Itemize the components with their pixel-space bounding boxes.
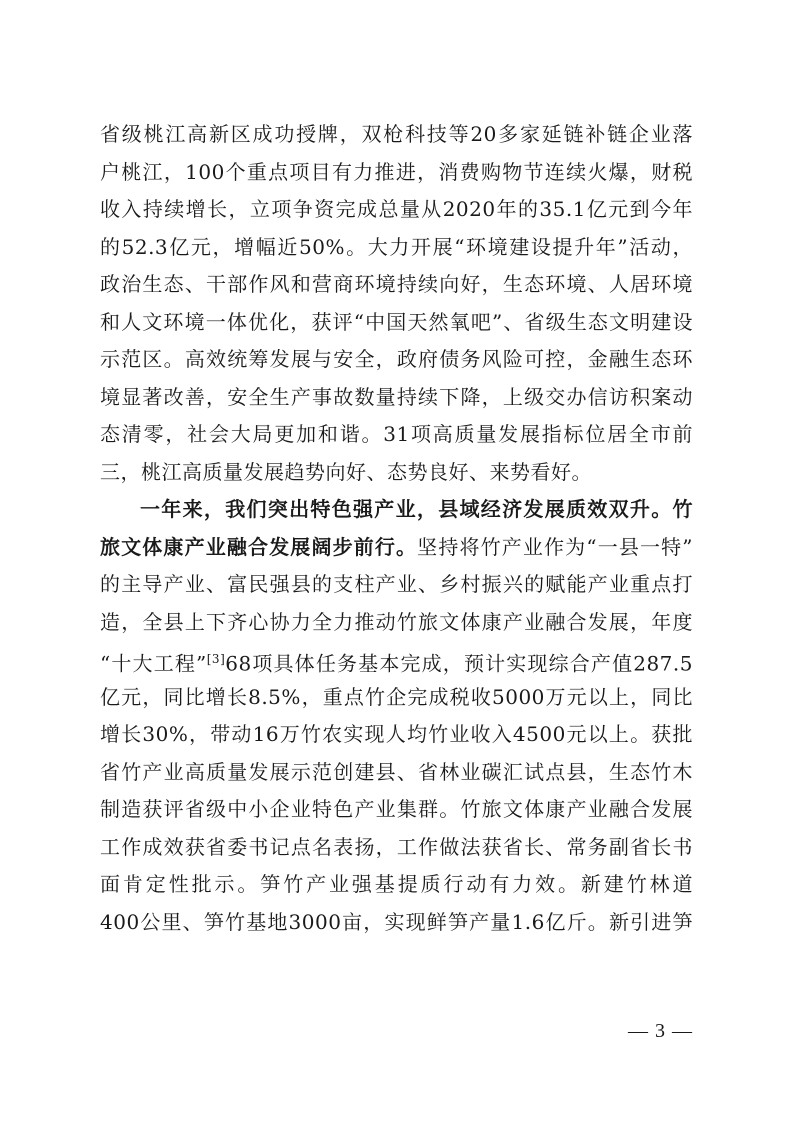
ten-projects-text: “十大工程” [100, 651, 207, 676]
text-line-22: 400公里、笋竹基地3000亩，实现鲜笋产量1.6亿斤。新引进笋 [100, 909, 693, 934]
text-line-8: 境显著改善，安全生产事故数量持续下降，上级交办信访积案动 [100, 384, 693, 409]
section-heading-rest: 坚持将竹产业作为“一县一特” [417, 534, 693, 559]
ten-projects-rest: 68项具体任务基本完成，预计实现综合产值287.5 [225, 651, 693, 676]
text-line-14: 造，全县上下齐心协力全力推动竹旅文体康产业融合发展，年度 [100, 609, 693, 634]
text-line-18: 省竹产业高质量发展示范创建县、省林业碳汇试点县，生态竹木 [100, 759, 693, 784]
text-line-17: 增长30%，带动16万竹农实现人均竹业收入4500元以上。获批 [100, 722, 693, 746]
text-line-6: 和人文环境一体优化，获评“中国天然氧吧”、省级生态文明建设 [100, 309, 693, 334]
text-line-13: 的主导产业、富民强县的支柱产业、乡村振兴的赋能产业重点打 [100, 572, 693, 596]
text-line-10: 三，桃江高质量发展趋势向好、态势良好、来势看好。 [100, 459, 592, 484]
footnote-ref[interactable]: [3] [206, 652, 226, 666]
text-line-3: 收入持续增长，立项争资完成总量从2020年的35.1亿元到今年 [100, 197, 693, 221]
text-line-1: 省级桃江高新区成功授牌，双枪科技等20多家延链补链企业落 [100, 122, 693, 146]
text-line-7: 示范区。高效统筹发展与安全，政府债务风险可控，金融生态环 [100, 347, 693, 371]
text-line-4: 的52.3亿元，增幅近50%。大力开展“环境建设提升年”活动， [100, 234, 693, 259]
body-text [100, 116, 693, 941]
text-line-15 [100, 641, 693, 679]
text-line-5: 政治生态、干部作风和营商环境持续向好，生态环境、人居环境 [100, 272, 693, 296]
section-heading-line-2 [100, 529, 693, 567]
section-heading-line-1: 一年来，我们突出特色强产业，县域经济发展质效双升。竹 [140, 497, 693, 521]
text-line-20: 工作成效获省委书记点名表扬，工作做法获省长、常务副省长书 [100, 834, 693, 859]
text-line-19: 制造获评省级中小企业特色产业集群。竹旅文体康产业融合发展 [100, 797, 693, 821]
section-heading-bold: 旅文体康产业融合发展阔步前行。 [100, 534, 418, 559]
text-line-21: 面肯定性批示。笋竹产业强基提质行动有力效。新建竹林道 [100, 872, 693, 896]
text-line-9: 态清零，社会大局更加和谐。31项高质量发展指标位居全市前 [100, 422, 693, 446]
text-line-2: 户桃江，100个重点项目有力推进，消费购物节连续火爆，财税 [100, 159, 693, 184]
text-line-16: 亿元，同比增长8.5%，重点竹企完成税收5000万元以上，同比 [100, 684, 693, 709]
page-number: — 3 — [628, 1020, 693, 1042]
